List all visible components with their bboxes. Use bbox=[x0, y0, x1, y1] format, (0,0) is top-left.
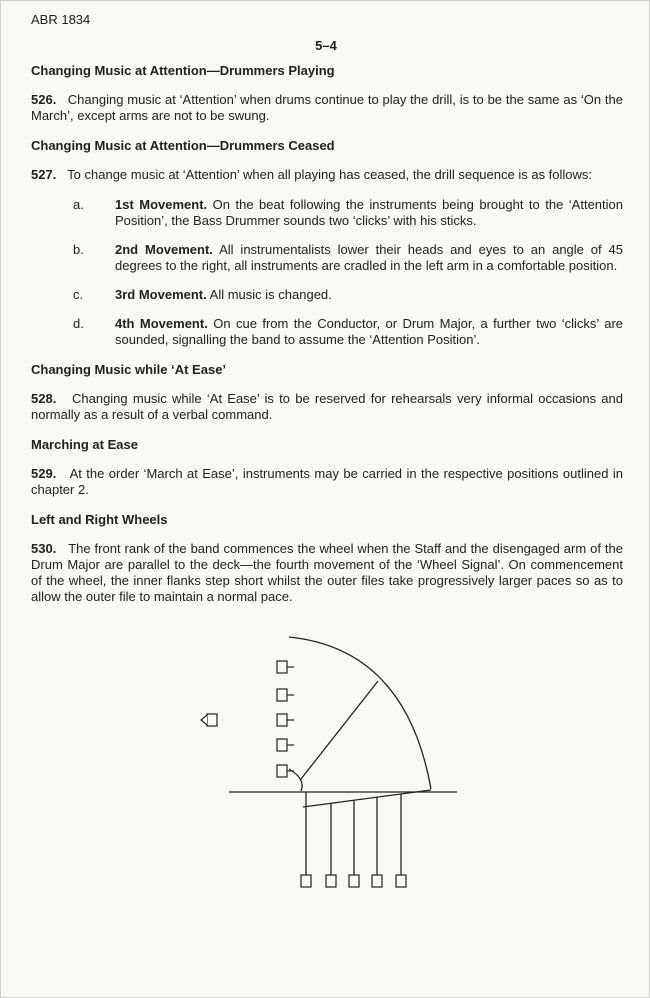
drum-major-marker bbox=[201, 714, 217, 726]
list-item-letter: d. bbox=[73, 316, 84, 331]
band-member-square bbox=[277, 739, 287, 751]
list-item-text: On cue from the Conductor, or Drum Major, a further two ‘clicks’ are sounded, signalling the band to assume the ‘Attention Position’. bbox=[115, 316, 623, 347]
paragraph-number: 530. bbox=[31, 541, 57, 556]
document-body bbox=[31, 63, 623, 605]
band-member-square bbox=[277, 714, 287, 726]
band-member-square bbox=[277, 689, 287, 701]
document-reference: ABR 1834 bbox=[31, 12, 91, 27]
section-heading: Changing Music while ‘At Ease’ bbox=[31, 362, 227, 377]
inner-flank-curve bbox=[289, 769, 302, 791]
list-item bbox=[31, 242, 623, 274]
paragraph-529 bbox=[31, 466, 623, 498]
section-heading: Left and Right Wheels bbox=[31, 512, 168, 527]
list-item-title: 1st Movement. bbox=[115, 197, 208, 212]
band-member-square bbox=[326, 875, 336, 887]
paragraph-text: At the order ‘March at Ease’, instruments may be carried in the respective positions outlined in chapter 2. bbox=[31, 466, 623, 497]
list-item-title: 4th Movement. bbox=[115, 316, 208, 331]
list-item-text: All instrumentalists lower their heads and eyes to an angle of 45 degrees to the right, all instruments are cradled in the left arm in a comfortable position. bbox=[115, 242, 623, 273]
radial-line bbox=[301, 681, 378, 779]
section-heading: Changing Music at Attention—Drummers Playing bbox=[31, 63, 335, 78]
paragraph-text: Changing music at ‘Attention’ when drums continue to play the drill, is to be the same as ‘On the March’, except arms are not to be swung. bbox=[31, 92, 624, 123]
paragraph-text: The front rank of the band commences the wheel when the Staff and the disengaged arm of the Drum Major are parallel to the deck—the fourth movement of the ‘Wheel Signal’. On commencement of the wheel, the inner flanks step short whilst the outer files take progressively larger paces so as to allow the outer file to maintain a normal pace. bbox=[31, 541, 624, 604]
list-item-letter: a. bbox=[73, 197, 84, 212]
paragraph-number: 528. bbox=[31, 391, 57, 406]
paragraph-530 bbox=[31, 541, 623, 605]
list-item-text: All music is changed. bbox=[209, 287, 332, 302]
list-item bbox=[31, 197, 623, 229]
band-member-square bbox=[372, 875, 382, 887]
list-item bbox=[31, 287, 623, 303]
band-member-square bbox=[349, 875, 359, 887]
list-item-title: 3rd Movement. bbox=[115, 287, 207, 302]
list-item-title: 2nd Movement. bbox=[115, 242, 213, 257]
paragraph-text: Changing music while ‘At Ease’ is to be reserved for rehearsals very informal occasions and normally as a result of a verbal command. bbox=[31, 391, 623, 422]
section-heading: Marching at Ease bbox=[31, 437, 138, 452]
paragraph-526 bbox=[31, 92, 623, 124]
paragraph-text: To change music at ‘Attention’ when all playing has ceased, the drill sequence is as follows: bbox=[67, 167, 593, 182]
paragraph-number: 529. bbox=[31, 466, 57, 481]
list-item-letter: c. bbox=[73, 287, 84, 302]
paragraph-number: 526. bbox=[31, 92, 57, 107]
paragraph-528 bbox=[31, 391, 623, 423]
list-item-letter: b. bbox=[73, 242, 84, 257]
paragraph-number: 527. bbox=[31, 167, 57, 182]
paragraph-527 bbox=[31, 167, 623, 183]
band-member-square bbox=[301, 875, 311, 887]
band-member-square bbox=[277, 661, 287, 673]
band-member-square bbox=[396, 875, 406, 887]
list-item bbox=[31, 316, 623, 348]
wheel-diagram bbox=[191, 629, 471, 899]
band-member-square bbox=[277, 765, 287, 777]
list-item-text: On the beat following the instruments being brought to the ‘Attention Position’, the Bass Drummer sounds two ‘clicks’ with his sticks. bbox=[115, 197, 623, 228]
section-heading: Changing Music at Attention—Drummers Ceased bbox=[31, 138, 335, 153]
page-number: 5–4 bbox=[315, 38, 337, 53]
